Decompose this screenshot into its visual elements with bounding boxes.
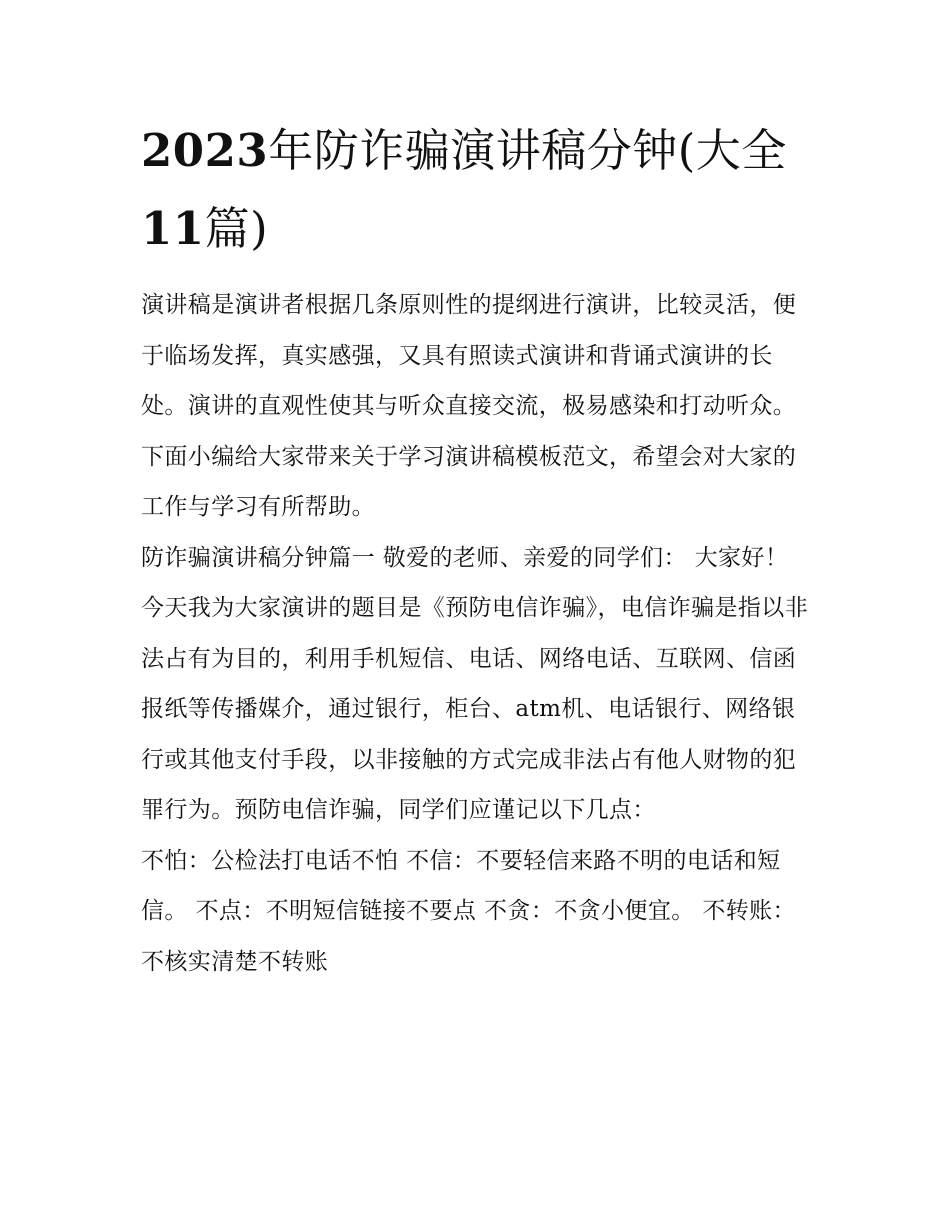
paragraph-tips: 不怕：公检法打电话不怕 不信：不要轻信来路不明的电话和短信。 不点：不明短信链接不要点 不贪：不贪小便宜。 不转账：不核实清楚不转账 (141, 847, 796, 975)
paragraph-topic: 今天我为大家演讲的题目是《预防电信诈骗》，电信诈骗是指以非法占有为目的，利用手机短信、电话、网络电话、互联网、信函报纸等传播媒介，通过银行，柜台、atm机、电话银行、网络银行或其他支付手段，以非接触的方式完成非法占有他人财物的犯罪行为。预防电信诈骗，同学们应谨记以下几点： (141, 595, 809, 823)
document-page (141, 112, 816, 987)
paragraph-greeting: 防诈骗演讲稿分钟篇一 敬爱的老师、亲爱的同学们： 大家好！ (141, 544, 789, 571)
document-body (141, 280, 816, 987)
document-title: 2023年防诈骗演讲稿分钟(大全11篇) (141, 124, 787, 255)
paragraph-intro: 演讲稿是演讲者根据几条原则性的提纲进行演讲，比较灵活，便于临场发挥，真实感强，又具有照读式演讲和背诵式演讲的长处。演讲的直观性使其与听众直接交流，极易感染和打动听众。下面小编给大家带来关于学习演讲稿模板范文，希望会对大家的工作与学习有所帮助。 (141, 292, 797, 520)
